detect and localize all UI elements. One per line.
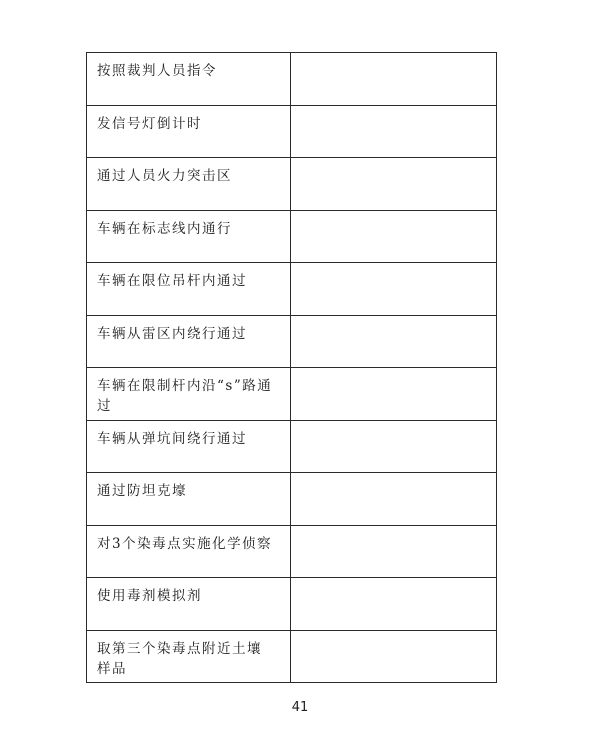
result-cell	[291, 210, 497, 263]
item-cell	[87, 315, 291, 368]
result-cell	[291, 263, 497, 316]
item-text: 取第三个染毒点附近土壤样品	[97, 640, 262, 677]
result-cell	[291, 315, 497, 368]
result-cell	[291, 525, 497, 578]
result-text	[291, 473, 496, 481]
result-text	[291, 631, 496, 639]
result-text	[291, 53, 496, 61]
result-text	[291, 578, 496, 586]
item-text: 通过人员火力突击区	[97, 168, 232, 184]
item-cell	[87, 368, 291, 421]
result-text	[291, 421, 496, 429]
item-cell	[87, 210, 291, 263]
item-cell	[87, 473, 291, 526]
result-cell	[291, 53, 497, 106]
item-text: 车辆在限制杆内沿“s”路通过	[97, 378, 273, 414]
table-row	[87, 368, 497, 421]
table-row	[87, 263, 497, 316]
item-text: 对3个染毒点实施化学侦察	[97, 535, 273, 552]
result-text	[291, 211, 496, 219]
page-number: 41	[291, 700, 309, 715]
table-row	[87, 578, 497, 631]
result-cell	[291, 368, 497, 421]
result-cell	[291, 473, 497, 526]
table-row	[87, 315, 497, 368]
result-cell	[291, 105, 497, 158]
result-cell	[291, 578, 497, 631]
table-row	[87, 53, 497, 106]
table-row	[87, 525, 497, 578]
checklist-table	[86, 52, 497, 683]
item-cell	[87, 105, 291, 158]
item-text: 通过防坦克壕	[97, 483, 187, 499]
item-text: 车辆在限位吊杆内通过	[97, 273, 247, 289]
result-text	[291, 368, 496, 376]
table-row	[87, 210, 497, 263]
table-row	[87, 630, 497, 683]
result-cell	[291, 420, 497, 473]
item-text: 发信号灯倒计时	[97, 115, 202, 132]
table-row	[87, 473, 497, 526]
table-row	[87, 158, 497, 211]
result-cell	[291, 630, 497, 683]
item-text: 车辆从弹坑间绕行通过	[97, 430, 247, 447]
item-text: 使用毒剂模拟剂	[97, 588, 202, 604]
item-cell	[87, 630, 291, 683]
result-text	[291, 158, 496, 166]
result-text	[291, 106, 496, 114]
item-cell	[87, 263, 291, 316]
result-text	[291, 526, 496, 534]
item-cell	[87, 158, 291, 211]
table-row	[87, 420, 497, 473]
result-cell	[291, 158, 497, 211]
item-cell	[87, 53, 291, 106]
item-text: 车辆在标志线内通行	[97, 220, 232, 237]
result-text	[291, 316, 496, 324]
item-text: 按照裁判人员指令	[97, 63, 217, 79]
result-text	[291, 263, 496, 271]
table-row	[87, 105, 497, 158]
item-cell	[87, 578, 291, 631]
item-text: 车辆从雷区内绕行通过	[97, 325, 247, 342]
item-cell	[87, 420, 291, 473]
item-cell	[87, 525, 291, 578]
